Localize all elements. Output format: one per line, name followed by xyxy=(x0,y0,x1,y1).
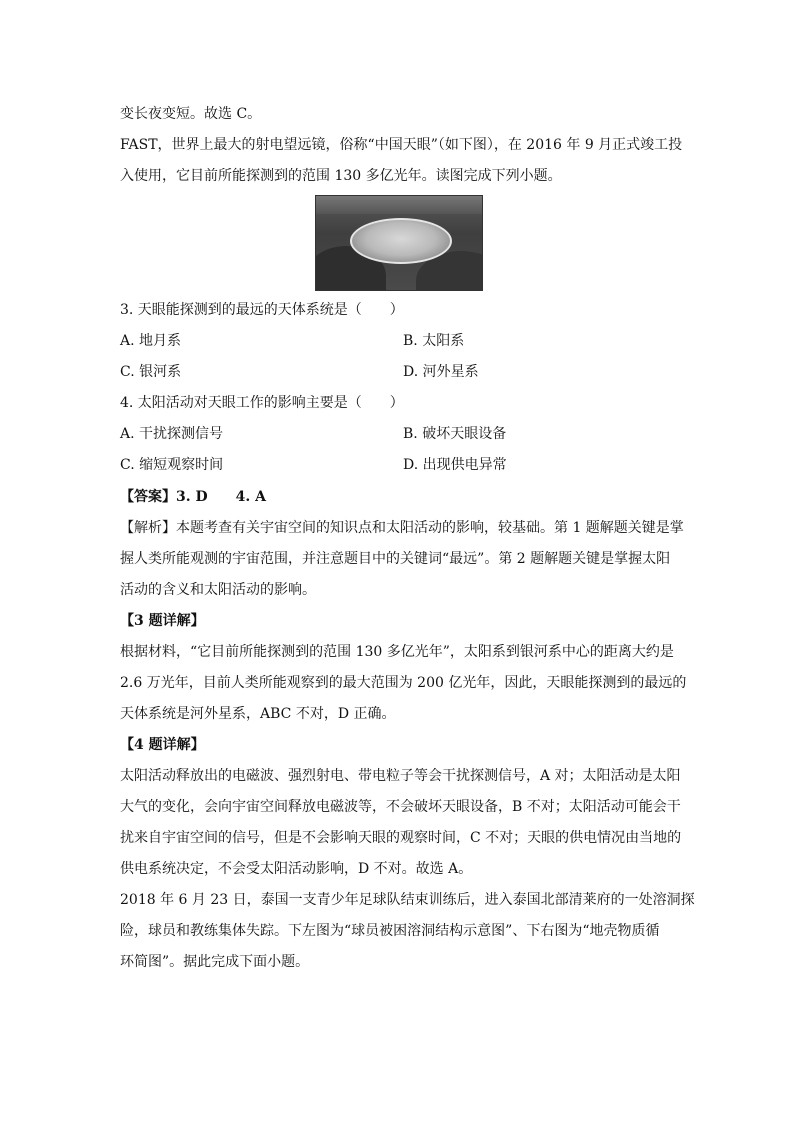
detail-3-title: 【3 题详解】 xyxy=(120,613,205,629)
analysis-line: 握人类所能观测的宇宙范围，并注意题目中的关键词“最远”。第 2 题解题关键是掌握太阳 xyxy=(120,551,671,567)
next-question-line: 环简图”。据此完成下面小题。 xyxy=(120,954,310,970)
question-3-option-c: C. 银河系 xyxy=(120,364,182,380)
next-question-line: 险，球员和教练集体失踪。下左图为“球员被困溶洞结构示意图”、下右图为“地壳物质循 xyxy=(120,923,660,939)
text-line: 入使用，它目前所能探测到的范围 130 多亿光年。读图完成下列小题。 xyxy=(120,168,562,184)
question-3-stem: 3. 天眼能探测到的最远的天体系统是（ ） xyxy=(120,302,404,318)
analysis-line: 【解析】本题考查有关宇宙空间的知识点和太阳活动的影响，较基础。第 1 题解题关键是掌 xyxy=(120,520,684,536)
detail-4-line: 扰来自宇宙空间的信号，但是不会影响天眼的观察时间，C 不对；天眼的供电情况由当地的 xyxy=(120,830,682,846)
detail-3-line: 2.6 万光年，目前人类所能观察到的最大范围为 200 亿光年，因此，天眼能探测到的最远的 xyxy=(120,675,687,691)
detail-4-line: 太阳活动释放出的电磁波、强烈射电、带电粒子等会干扰探测信号，A 对；太阳活动是太阳 xyxy=(120,768,681,784)
question-4-option-a: A. 干扰探测信号 xyxy=(120,426,224,442)
detail-4-line: 供电系统决定，不会受太阳活动影响，D 不对。故选 A。 xyxy=(120,861,473,877)
question-4-option-b: B. 破坏天眼设备 xyxy=(403,426,507,442)
telescope-dish xyxy=(350,218,452,264)
next-question-line: 2018 年 6 月 23 日，泰国一支青少年足球队结束训练后，进入泰国北部清莱府的一处溶洞探 xyxy=(120,892,695,908)
question-4-option-d: D. 出现供电异常 xyxy=(403,457,507,473)
detail-3-line: 根据材料，“它目前所能探测到的范围 130 多亿光年”，太阳系到银河系中心的距离大约是 xyxy=(120,644,674,660)
photo-sky xyxy=(316,196,482,214)
detail-4-title: 【4 题详解】 xyxy=(120,737,205,753)
question-3-option-d: D. 河外星系 xyxy=(403,364,479,380)
detail-3-line: 天体系统是河外星系，ABC 不对，D 正确。 xyxy=(120,706,396,722)
question-4-stem: 4. 太阳活动对天眼工作的影响主要是（ ） xyxy=(120,395,404,411)
analysis-line: 活动的含义和太阳活动的影响。 xyxy=(120,582,316,598)
question-4-option-c: C. 缩短观察时间 xyxy=(120,457,224,473)
fast-telescope-photo xyxy=(315,195,483,291)
detail-4-line: 大气的变化，会向宇宙空间释放电磁波等，不会破坏天眼设备，B 不对；太阳活动可能会干 xyxy=(120,799,681,815)
question-3-option-a: A. 地月系 xyxy=(120,333,182,349)
question-3-option-b: B. 太阳系 xyxy=(403,333,465,349)
text-line: 变长夜变短。故选 C。 xyxy=(120,106,262,122)
text-line: FAST，世界上最大的射电望远镜，俗称“中国天眼”（如下图），在 2016 年 9 月正式竣工投 xyxy=(120,137,683,153)
answer-line: 【答案】3. D 4. A xyxy=(120,489,266,505)
